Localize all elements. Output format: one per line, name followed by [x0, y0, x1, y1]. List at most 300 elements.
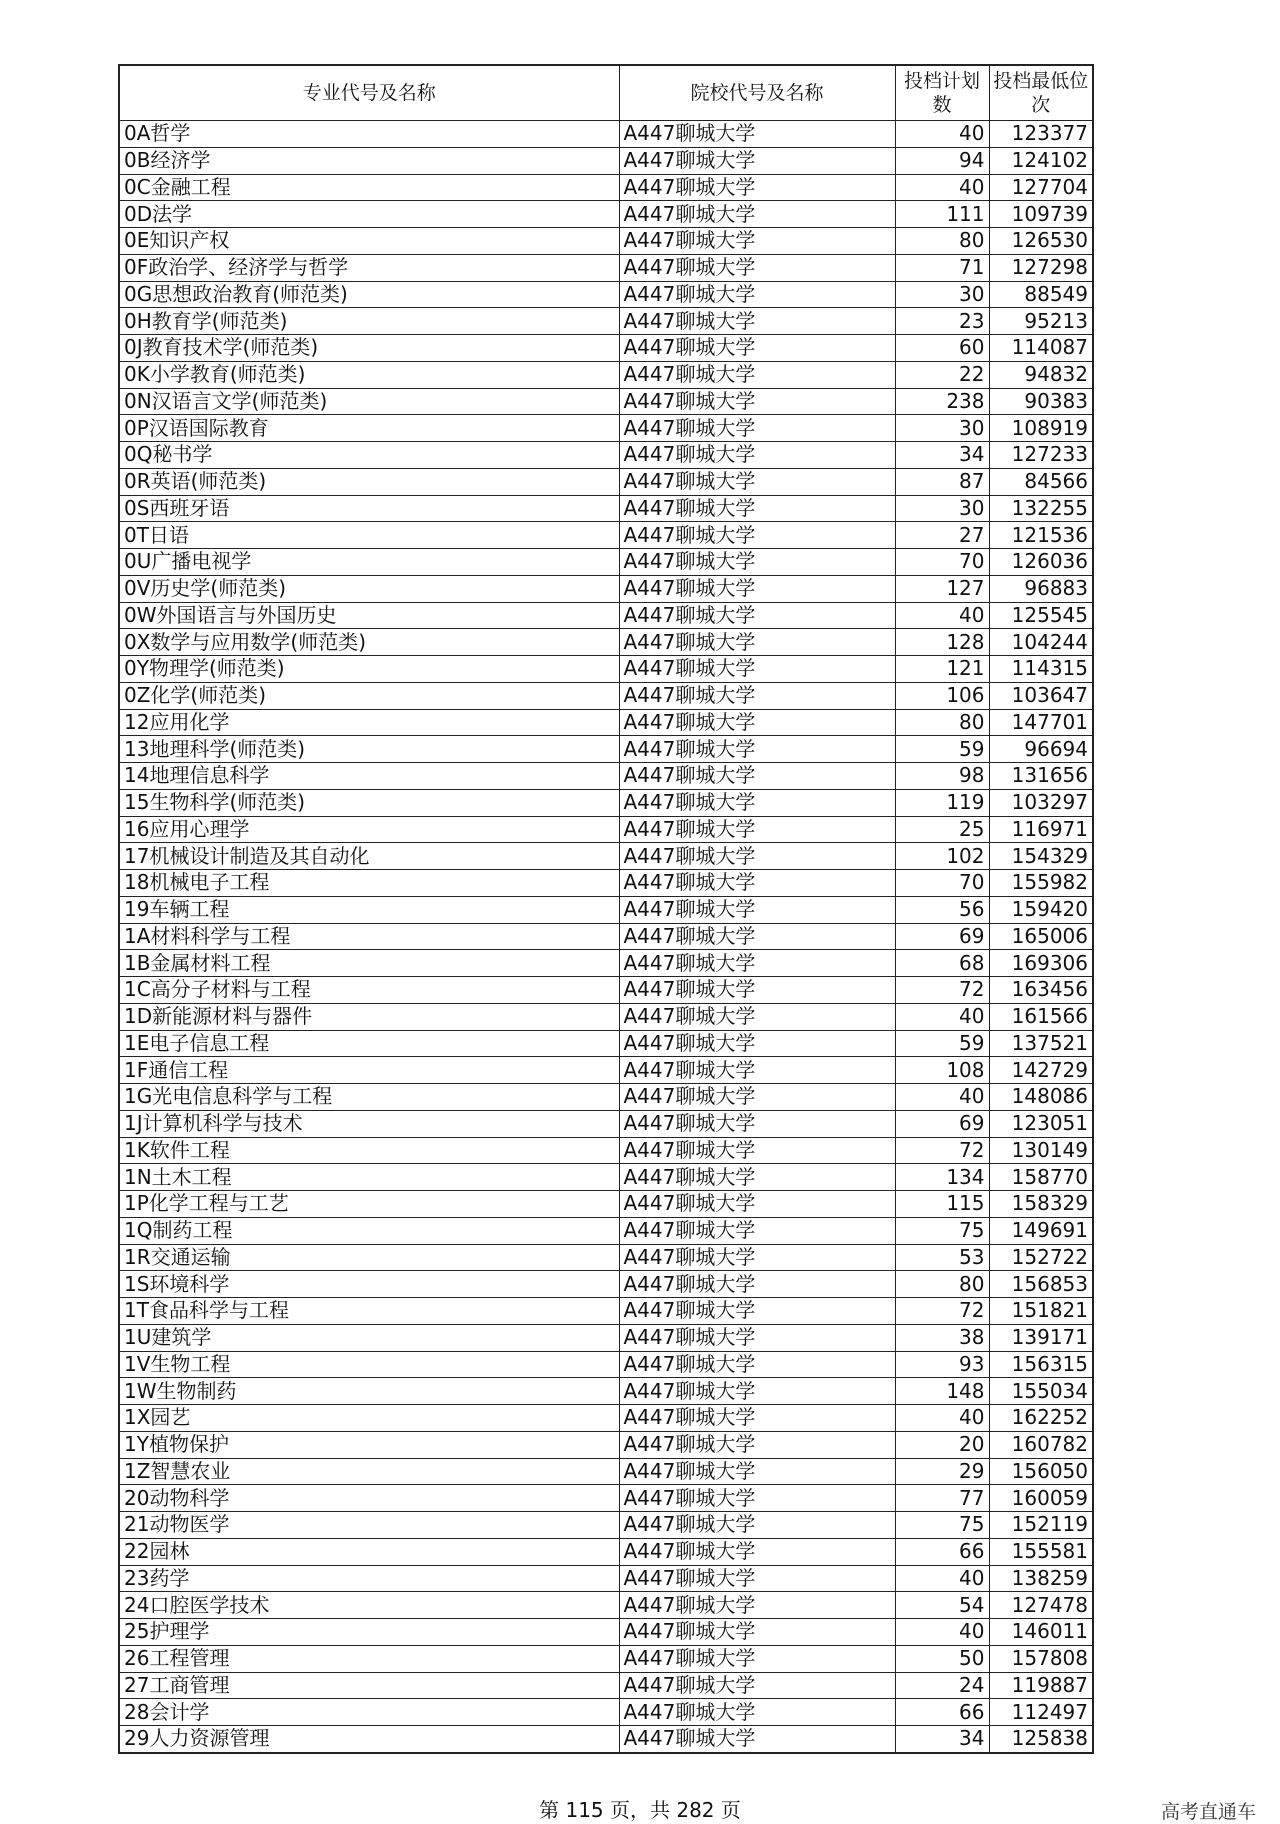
table-row [119, 1565, 1093, 1592]
cell-major: 15生物科学(师范类) [119, 789, 619, 816]
table-row [119, 789, 1093, 816]
cell-plan: 34 [895, 442, 989, 469]
cell-rank: 146011 [989, 1619, 1093, 1646]
cell-major: 0P汉语国际教育 [119, 415, 619, 442]
cell-school: A447聊城大学 [619, 1030, 895, 1057]
cell-plan: 119 [895, 789, 989, 816]
table-row [119, 1084, 1093, 1111]
cell-major: 26工程管理 [119, 1645, 619, 1672]
cell-rank: 127298 [989, 254, 1093, 281]
table-row [119, 1405, 1093, 1432]
cell-school: A447聊城大学 [619, 950, 895, 977]
cell-major: 19车辆工程 [119, 896, 619, 923]
cell-plan: 69 [895, 1110, 989, 1137]
cell-rank: 156050 [989, 1458, 1093, 1485]
cell-school: A447聊城大学 [619, 1672, 895, 1699]
cell-plan: 127 [895, 575, 989, 602]
cell-rank: 95213 [989, 308, 1093, 335]
cell-rank: 138259 [989, 1565, 1093, 1592]
cell-plan: 94 [895, 147, 989, 174]
cell-rank: 90383 [989, 388, 1093, 415]
cell-major: 1F通信工程 [119, 1057, 619, 1084]
cell-school: A447聊城大学 [619, 388, 895, 415]
cell-plan: 72 [895, 1137, 989, 1164]
table-row [119, 709, 1093, 736]
cell-major: 1Y植物保护 [119, 1431, 619, 1458]
cell-plan: 75 [895, 1512, 989, 1539]
table-row [119, 843, 1093, 870]
cell-plan: 20 [895, 1431, 989, 1458]
table-row [119, 121, 1093, 148]
cell-rank: 130149 [989, 1137, 1093, 1164]
cell-major: 0U广播电视学 [119, 549, 619, 576]
cell-rank: 104244 [989, 629, 1093, 656]
cell-plan: 30 [895, 495, 989, 522]
cell-major: 1G光电信息科学与工程 [119, 1084, 619, 1111]
cell-school: A447聊城大学 [619, 896, 895, 923]
cell-plan: 111 [895, 201, 989, 228]
header-rank: 投档最低位次 [989, 65, 1093, 121]
cell-plan: 69 [895, 923, 989, 950]
cell-school: A447聊城大学 [619, 468, 895, 495]
cell-major: 1R交通运输 [119, 1244, 619, 1271]
cell-plan: 106 [895, 682, 989, 709]
cell-rank: 88549 [989, 281, 1093, 308]
cell-rank: 160059 [989, 1485, 1093, 1512]
table-row [119, 1137, 1093, 1164]
cell-plan: 27 [895, 522, 989, 549]
cell-plan: 72 [895, 977, 989, 1004]
cell-plan: 80 [895, 1271, 989, 1298]
table-row [119, 495, 1093, 522]
cell-rank: 103647 [989, 682, 1093, 709]
cell-plan: 66 [895, 1699, 989, 1726]
table-row [119, 308, 1093, 335]
cell-rank: 152722 [989, 1244, 1093, 1271]
cell-plan: 128 [895, 629, 989, 656]
cell-major: 0R英语(师范类) [119, 468, 619, 495]
cell-plan: 54 [895, 1592, 989, 1619]
cell-rank: 126530 [989, 228, 1093, 255]
cell-school: A447聊城大学 [619, 1512, 895, 1539]
cell-plan: 77 [895, 1485, 989, 1512]
table-row [119, 1003, 1093, 1030]
table-row [119, 1645, 1093, 1672]
cell-rank: 161566 [989, 1003, 1093, 1030]
table-row [119, 1217, 1093, 1244]
cell-plan: 30 [895, 281, 989, 308]
cell-major: 1P化学工程与工艺 [119, 1191, 619, 1218]
cell-rank: 151821 [989, 1298, 1093, 1325]
cell-plan: 40 [895, 174, 989, 201]
cell-rank: 156315 [989, 1351, 1093, 1378]
cell-school: A447聊城大学 [619, 1405, 895, 1432]
cell-major: 1B金属材料工程 [119, 950, 619, 977]
cell-major: 27工商管理 [119, 1672, 619, 1699]
page-number: 第 115 页，共 282 页 [539, 1798, 741, 1822]
cell-plan: 30 [895, 415, 989, 442]
cell-major: 18机械电子工程 [119, 870, 619, 897]
cell-major: 0J教育技术学(师范类) [119, 335, 619, 362]
cell-school: A447聊城大学 [619, 1217, 895, 1244]
cell-rank: 127478 [989, 1592, 1093, 1619]
table-row [119, 1431, 1093, 1458]
table-row [119, 682, 1093, 709]
cell-rank: 112497 [989, 1699, 1093, 1726]
cell-plan: 56 [895, 896, 989, 923]
cell-school: A447聊城大学 [619, 1110, 895, 1137]
table-row [119, 1699, 1093, 1726]
cell-rank: 96694 [989, 736, 1093, 763]
cell-plan: 40 [895, 1565, 989, 1592]
cell-rank: 139171 [989, 1324, 1093, 1351]
table-row [119, 1592, 1093, 1619]
cell-rank: 123377 [989, 121, 1093, 148]
cell-rank: 132255 [989, 495, 1093, 522]
cell-major: 1C高分子材料与工程 [119, 977, 619, 1004]
table-row [119, 335, 1093, 362]
cell-school: A447聊城大学 [619, 308, 895, 335]
cell-rank: 131656 [989, 763, 1093, 790]
cell-rank: 154329 [989, 843, 1093, 870]
cell-school: A447聊城大学 [619, 335, 895, 362]
cell-school: A447聊城大学 [619, 1565, 895, 1592]
table-row [119, 1244, 1093, 1271]
cell-school: A447聊城大学 [619, 1458, 895, 1485]
cell-school: A447聊城大学 [619, 1271, 895, 1298]
cell-rank: 160782 [989, 1431, 1093, 1458]
cell-major: 1J计算机科学与技术 [119, 1110, 619, 1137]
cell-school: A447聊城大学 [619, 789, 895, 816]
table-row [119, 468, 1093, 495]
cell-school: A447聊城大学 [619, 1057, 895, 1084]
cell-school: A447聊城大学 [619, 736, 895, 763]
cell-rank: 96883 [989, 575, 1093, 602]
cell-rank: 162252 [989, 1405, 1093, 1432]
cell-rank: 94832 [989, 361, 1093, 388]
cell-school: A447聊城大学 [619, 1699, 895, 1726]
cell-school: A447聊城大学 [619, 1191, 895, 1218]
cell-plan: 59 [895, 736, 989, 763]
cell-major: 0B经济学 [119, 147, 619, 174]
cell-major: 1T食品科学与工程 [119, 1298, 619, 1325]
cell-plan: 34 [895, 1726, 989, 1753]
cell-major: 0N汉语言文学(师范类) [119, 388, 619, 415]
cell-major: 0S西班牙语 [119, 495, 619, 522]
cell-rank: 156853 [989, 1271, 1093, 1298]
cell-school: A447聊城大学 [619, 361, 895, 388]
cell-rank: 123051 [989, 1110, 1093, 1137]
cell-plan: 40 [895, 1084, 989, 1111]
cell-school: A447聊城大学 [619, 254, 895, 281]
cell-plan: 98 [895, 763, 989, 790]
cell-school: A447聊城大学 [619, 121, 895, 148]
table-body [119, 121, 1093, 1753]
cell-rank: 119887 [989, 1672, 1093, 1699]
cell-major: 25护理学 [119, 1619, 619, 1646]
cell-major: 13地理科学(师范类) [119, 736, 619, 763]
cell-school: A447聊城大学 [619, 1592, 895, 1619]
cell-school: A447聊城大学 [619, 1378, 895, 1405]
cell-major: 0K小学教育(师范类) [119, 361, 619, 388]
cell-rank: 158770 [989, 1164, 1093, 1191]
table-row [119, 1672, 1093, 1699]
table-row [119, 228, 1093, 255]
cell-rank: 169306 [989, 950, 1093, 977]
cell-rank: 127233 [989, 442, 1093, 469]
cell-rank: 155982 [989, 870, 1093, 897]
table-row [119, 977, 1093, 1004]
cell-rank: 157808 [989, 1645, 1093, 1672]
cell-plan: 50 [895, 1645, 989, 1672]
cell-school: A447聊城大学 [619, 709, 895, 736]
cell-plan: 40 [895, 1619, 989, 1646]
cell-school: A447聊城大学 [619, 1726, 895, 1753]
cell-rank: 121536 [989, 522, 1093, 549]
cell-plan: 66 [895, 1538, 989, 1565]
table-row [119, 254, 1093, 281]
table-row [119, 923, 1093, 950]
table-row [119, 896, 1093, 923]
cell-school: A447聊城大学 [619, 682, 895, 709]
cell-school: A447聊城大学 [619, 1324, 895, 1351]
cell-rank: 158329 [989, 1191, 1093, 1218]
cell-major: 12应用化学 [119, 709, 619, 736]
table-row [119, 201, 1093, 228]
cell-school: A447聊城大学 [619, 656, 895, 683]
cell-rank: 152119 [989, 1512, 1093, 1539]
table-row [119, 147, 1093, 174]
cell-school: A447聊城大学 [619, 575, 895, 602]
table-row [119, 388, 1093, 415]
cell-plan: 53 [895, 1244, 989, 1271]
cell-school: A447聊城大学 [619, 1538, 895, 1565]
cell-plan: 238 [895, 388, 989, 415]
cell-plan: 70 [895, 870, 989, 897]
cell-major: 1U建筑学 [119, 1324, 619, 1351]
cell-plan: 25 [895, 816, 989, 843]
cell-major: 22园林 [119, 1538, 619, 1565]
cell-major: 0G思想政治教育(师范类) [119, 281, 619, 308]
cell-school: A447聊城大学 [619, 522, 895, 549]
watermark: 高考直通车 [1160, 1801, 1256, 1823]
cell-school: A447聊城大学 [619, 174, 895, 201]
cell-school: A447聊城大学 [619, 281, 895, 308]
table-row [119, 361, 1093, 388]
admission-table [118, 64, 1094, 1754]
cell-rank: 103297 [989, 789, 1093, 816]
cell-school: A447聊城大学 [619, 1003, 895, 1030]
cell-rank: 149691 [989, 1217, 1093, 1244]
cell-major: 23药学 [119, 1565, 619, 1592]
cell-school: A447聊城大学 [619, 549, 895, 576]
cell-major: 14地理信息科学 [119, 763, 619, 790]
cell-rank: 126036 [989, 549, 1093, 576]
cell-rank: 125545 [989, 602, 1093, 629]
table-row [119, 1726, 1093, 1753]
cell-plan: 102 [895, 843, 989, 870]
table-row [119, 629, 1093, 656]
table-row [119, 1538, 1093, 1565]
table-row [119, 1110, 1093, 1137]
table-row [119, 442, 1093, 469]
header-plan: 投档计划数 [895, 65, 989, 121]
table-row [119, 174, 1093, 201]
cell-major: 0V历史学(师范类) [119, 575, 619, 602]
header-school: 院校代号及名称 [619, 65, 895, 121]
cell-major: 20动物科学 [119, 1485, 619, 1512]
cell-rank: 108919 [989, 415, 1093, 442]
cell-major: 1Z智慧农业 [119, 1458, 619, 1485]
cell-major: 1N土木工程 [119, 1164, 619, 1191]
table-row [119, 950, 1093, 977]
cell-plan: 70 [895, 549, 989, 576]
cell-plan: 80 [895, 228, 989, 255]
table-row [119, 870, 1093, 897]
cell-plan: 71 [895, 254, 989, 281]
cell-rank: 84566 [989, 468, 1093, 495]
cell-major: 0A哲学 [119, 121, 619, 148]
table-row [119, 1271, 1093, 1298]
cell-school: A447聊城大学 [619, 1431, 895, 1458]
cell-major: 1W生物制药 [119, 1378, 619, 1405]
cell-rank: 137521 [989, 1030, 1093, 1057]
cell-plan: 22 [895, 361, 989, 388]
cell-school: A447聊城大学 [619, 763, 895, 790]
cell-school: A447聊城大学 [619, 495, 895, 522]
cell-rank: 159420 [989, 896, 1093, 923]
table-row [119, 575, 1093, 602]
header-major: 专业代号及名称 [119, 65, 619, 121]
table-row [119, 1324, 1093, 1351]
cell-school: A447聊城大学 [619, 602, 895, 629]
cell-major: 1D新能源材料与器件 [119, 1003, 619, 1030]
table-row [119, 1057, 1093, 1084]
cell-plan: 72 [895, 1298, 989, 1325]
cell-major: 17机械设计制造及其自动化 [119, 843, 619, 870]
cell-major: 21动物医学 [119, 1512, 619, 1539]
cell-school: A447聊城大学 [619, 201, 895, 228]
cell-rank: 114315 [989, 656, 1093, 683]
cell-major: 24口腔医学技术 [119, 1592, 619, 1619]
cell-major: 16应用心理学 [119, 816, 619, 843]
cell-plan: 80 [895, 709, 989, 736]
cell-school: A447聊城大学 [619, 1485, 895, 1512]
cell-school: A447聊城大学 [619, 843, 895, 870]
cell-rank: 125838 [989, 1726, 1093, 1753]
cell-plan: 134 [895, 1164, 989, 1191]
cell-major: 1Q制药工程 [119, 1217, 619, 1244]
cell-major: 0W外国语言与外国历史 [119, 602, 619, 629]
cell-plan: 59 [895, 1030, 989, 1057]
table-row [119, 281, 1093, 308]
table-row [119, 1351, 1093, 1378]
cell-major: 0Z化学(师范类) [119, 682, 619, 709]
cell-school: A447聊城大学 [619, 977, 895, 1004]
cell-major: 0C金融工程 [119, 174, 619, 201]
cell-plan: 24 [895, 1672, 989, 1699]
cell-plan: 68 [895, 950, 989, 977]
cell-rank: 165006 [989, 923, 1093, 950]
table-header-row [119, 65, 1093, 121]
table-row [119, 549, 1093, 576]
cell-plan: 115 [895, 1191, 989, 1218]
cell-plan: 29 [895, 1458, 989, 1485]
cell-plan: 87 [895, 468, 989, 495]
cell-school: A447聊城大学 [619, 415, 895, 442]
table-row [119, 522, 1093, 549]
cell-rank: 109739 [989, 201, 1093, 228]
cell-major: 0X数学与应用数学(师范类) [119, 629, 619, 656]
cell-rank: 127704 [989, 174, 1093, 201]
table-row [119, 763, 1093, 790]
cell-rank: 142729 [989, 1057, 1093, 1084]
table-row [119, 656, 1093, 683]
cell-school: A447聊城大学 [619, 816, 895, 843]
table-row [119, 602, 1093, 629]
cell-plan: 40 [895, 602, 989, 629]
cell-school: A447聊城大学 [619, 1164, 895, 1191]
cell-rank: 116971 [989, 816, 1093, 843]
cell-plan: 23 [895, 308, 989, 335]
cell-school: A447聊城大学 [619, 1645, 895, 1672]
cell-rank: 147701 [989, 709, 1093, 736]
cell-rank: 148086 [989, 1084, 1093, 1111]
table-row [119, 1458, 1093, 1485]
cell-plan: 40 [895, 121, 989, 148]
cell-rank: 155581 [989, 1538, 1093, 1565]
cell-plan: 93 [895, 1351, 989, 1378]
cell-rank: 163456 [989, 977, 1093, 1004]
table-row [119, 1298, 1093, 1325]
cell-major: 0D法学 [119, 201, 619, 228]
cell-major: 0F政治学、经济学与哲学 [119, 254, 619, 281]
cell-plan: 75 [895, 1217, 989, 1244]
table-row [119, 1512, 1093, 1539]
cell-school: A447聊城大学 [619, 1298, 895, 1325]
cell-major: 1E电子信息工程 [119, 1030, 619, 1057]
cell-major: 1K软件工程 [119, 1137, 619, 1164]
cell-school: A447聊城大学 [619, 1619, 895, 1646]
cell-school: A447聊城大学 [619, 1137, 895, 1164]
cell-major: 1A材料科学与工程 [119, 923, 619, 950]
cell-plan: 40 [895, 1405, 989, 1432]
cell-school: A447聊城大学 [619, 923, 895, 950]
table-row [119, 736, 1093, 763]
cell-major: 0T日语 [119, 522, 619, 549]
cell-school: A447聊城大学 [619, 1084, 895, 1111]
table-row [119, 1164, 1093, 1191]
cell-school: A447聊城大学 [619, 629, 895, 656]
cell-plan: 108 [895, 1057, 989, 1084]
cell-school: A447聊城大学 [619, 228, 895, 255]
table-row [119, 1030, 1093, 1057]
cell-plan: 38 [895, 1324, 989, 1351]
cell-major: 0E知识产权 [119, 228, 619, 255]
table-row [119, 1485, 1093, 1512]
cell-plan: 40 [895, 1003, 989, 1030]
cell-plan: 60 [895, 335, 989, 362]
cell-rank: 124102 [989, 147, 1093, 174]
cell-major: 28会计学 [119, 1699, 619, 1726]
table-row [119, 816, 1093, 843]
cell-rank: 155034 [989, 1378, 1093, 1405]
cell-school: A447聊城大学 [619, 1351, 895, 1378]
cell-school: A447聊城大学 [619, 442, 895, 469]
cell-major: 0H教育学(师范类) [119, 308, 619, 335]
table-row [119, 1191, 1093, 1218]
cell-rank: 114087 [989, 335, 1093, 362]
